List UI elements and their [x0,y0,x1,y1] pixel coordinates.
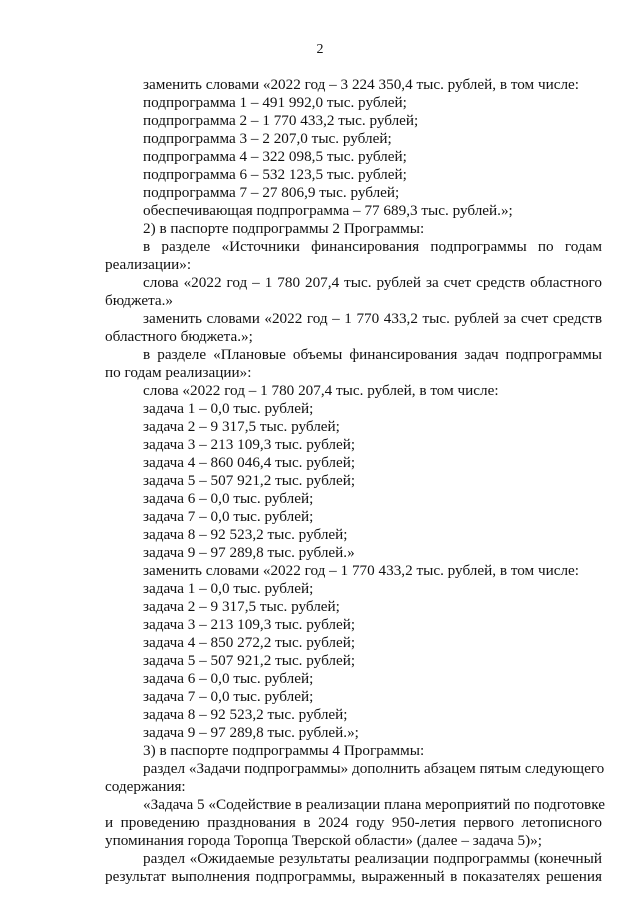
text-line: подпрограмма 3 – 2 207,0 тыс. рублей; [143,130,392,147]
text-line: задача 4 – 860 046,4 тыс. рублей; [143,454,356,471]
text-line: реализации»: [105,256,192,273]
text-line: задача 4 – 850 272,2 тыс. рублей; [143,634,356,651]
text-line: задача 1 – 0,0 тыс. рублей; [143,580,314,597]
text-line: задача 1 – 0,0 тыс. рублей; [143,400,314,417]
page-number: 2 [316,42,324,57]
text-line: 2) в паспорте подпрограммы 2 Программы: [143,220,425,237]
text-line: задача 3 – 213 109,3 тыс. рублей; [143,436,356,453]
text-line: задача 6 – 0,0 тыс. рублей; [143,670,314,687]
text-line: по годам реализации»: [105,364,252,381]
text-line: раздел «Задачи подпрограммы» дополнить абзацем пятым следующего [143,760,605,777]
text-line: задача 9 – 97 289,8 тыс. рублей.» [143,544,355,561]
text-line: подпрограмма 2 – 1 770 433,2 тыс. рублей; [143,112,419,129]
text-line: задача 8 – 92 523,2 тыс. рублей; [143,526,348,543]
text-line: задача 6 – 0,0 тыс. рублей; [143,490,314,507]
text-line: задача 7 – 0,0 тыс. рублей; [143,688,314,705]
document-body [105,76,605,886]
text-line: в разделе «Плановые объемы финансирования задач подпрограммы [143,346,602,363]
text-line: подпрограмма 1 – 491 992,0 тыс. рублей; [143,94,407,111]
text-line: задача 9 – 97 289,8 тыс. рублей.»; [143,724,359,741]
text-line: слова «2022 год – 1 780 207,4 тыс. рублей, в том числе: [143,382,499,399]
text-line: областного бюджета.»; [105,328,253,345]
text-line: задача 3 – 213 109,3 тыс. рублей; [143,616,356,633]
text-line: в разделе «Источники финансирования подпрограммы по годам [143,238,602,255]
text-line: заменить словами «2022 год – 3 224 350,4 тыс. рублей, в том числе: [143,76,580,93]
text-line: задача 8 – 92 523,2 тыс. рублей; [143,706,348,723]
text-line: заменить словами «2022 год – 1 770 433,2 тыс. рублей, в том числе: [143,562,580,579]
text-line: обеспечивающая подпрограмма – 77 689,3 тыс. рублей.»; [143,202,513,219]
text-line: заменить словами «2022 год – 1 770 433,2 тыс. рублей за счет средств [143,310,602,327]
text-line: задача 5 – 507 921,2 тыс. рублей; [143,472,356,489]
text-line: задача 2 – 9 317,5 тыс. рублей; [143,418,340,435]
text-line: содержания: [105,778,186,795]
text-line: «Задача 5 «Содействие в реализации плана мероприятий по подготовке [143,796,605,813]
text-line: раздел «Ожидаемые результаты реализации подпрограммы (конечный [143,850,602,867]
text-line: упоминания города Торопца Тверской области» (далее – задача 5)»; [105,832,542,849]
text-line: результат выполнения подпрограммы, выраженный в показателях решения [105,868,602,885]
text-line: подпрограмма 6 – 532 123,5 тыс. рублей; [143,166,407,183]
text-line: задача 7 – 0,0 тыс. рублей; [143,508,314,525]
text-line: 3) в паспорте подпрограммы 4 Программы: [143,742,425,759]
text-line: бюджета.» [105,292,174,309]
text-line: и проведению празднования в 2024 году 950-летия первого летописного [105,814,602,831]
text-line: подпрограмма 4 – 322 098,5 тыс. рублей; [143,148,407,165]
text-line: задача 5 – 507 921,2 тыс. рублей; [143,652,356,669]
text-line: задача 2 – 9 317,5 тыс. рублей; [143,598,340,615]
text-line: подпрограмма 7 – 27 806,9 тыс. рублей; [143,184,400,201]
text-line: слова «2022 год – 1 780 207,4 тыс. рублей за счет средств областного [143,274,602,291]
